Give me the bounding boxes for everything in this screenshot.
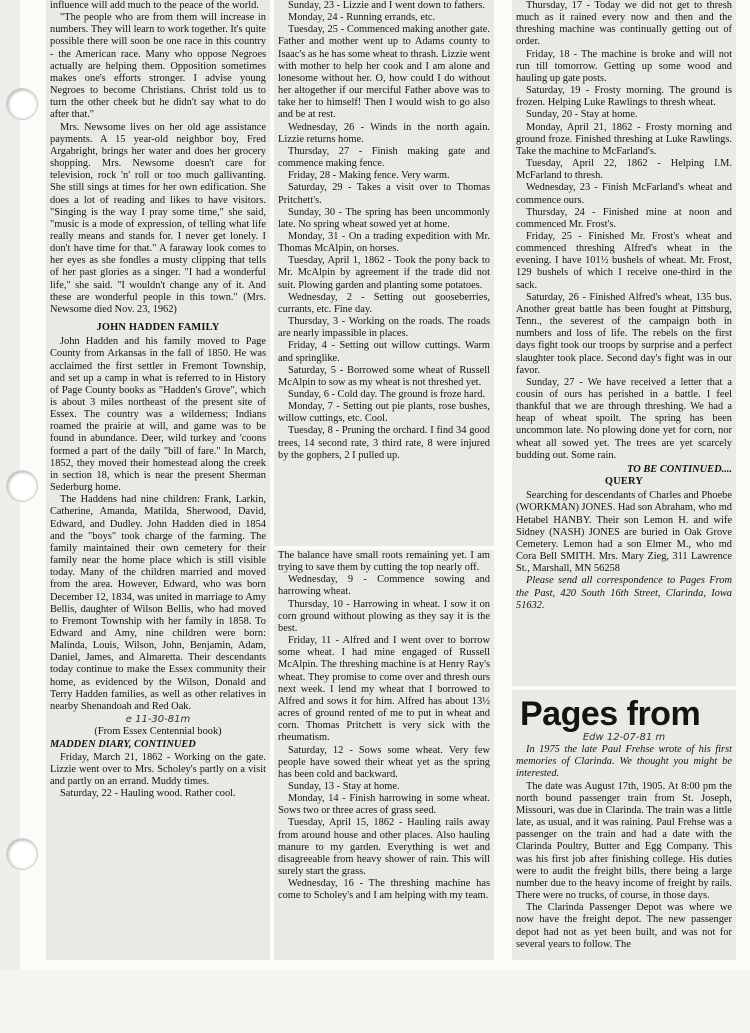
- diary-entry: The balance have small roots remaining yet. I am trying to save them by cutting the top nearly off.: [278, 550, 490, 574]
- handwritten-date: Edw 12-07-81 m: [582, 732, 666, 743]
- diary-entry: Friday, 18 - The machine is broke and will not run till tomorrow. Getting up some wood and hauling up gate posts.: [516, 48, 732, 84]
- newsome-hadden-clipping: [46, 0, 270, 960]
- diary-entry: Thursday, 10 - Harrowing in wheat. I sow it on corn ground without plowing as they say it is the best.: [278, 598, 490, 634]
- diary-entry: Thursday, 3 - Working on the roads. The roads are nearly impassible in places.: [278, 316, 490, 340]
- diary-entry: Thursday, 27 - Finish making gate and commence making fence.: [278, 145, 490, 170]
- diary-entry: Saturday, 22 - Hauling wood. Rather cool.: [60, 788, 236, 799]
- story-paragraph: The date was August 17th, 1905. At 8:00 pm the north bound passenger train from St. Joseph, Missouri, was due in Clarinda. The train was a little late, as usual, and it was raining. Paul Frehse was a passenger on the train and had a date with the Clarinda Poultry, Butter and Egg Company. This was his first job after finishing college. His duties were to audit the freight bills, there being a large number due to the heavy income of freight by rails. There were no trucks, of course, in those days.: [516, 780, 732, 902]
- query-text: Searching for descendants of Charles and Phoebe (WORKMAN) JONES. Had son Abraham, who md Hetabel HANBY. Their son Lemon H. and wife Sidney (NASH) JONES are buried in Oak Grove Cemetery. Lemon had a son Elmer M., who md Cora Bell SMITH. Mrs. Mary Zieg, 311 Lawrence St., Marshall, MN 56258: [516, 490, 732, 575]
- diary-entry: Thursday, 24 - Finished mine at noon and commenced Mr. Frost's.: [516, 206, 732, 230]
- diary-entry: Saturday, 29 - Takes a visit over to Thomas Pritchett's.: [278, 182, 490, 206]
- diary-entry: Sunday, 23 - Lizzie and I went down to fathers.: [288, 0, 485, 11]
- handwritten-date: e 11-30-81m: [125, 714, 191, 726]
- binder-hole: [6, 88, 38, 120]
- diary-entry: Monday, 24 - Running errands, etc.: [288, 12, 436, 24]
- diary-entry: Friday, March 21, 1862 - Working on the gate. Lizzie went over to Mrs. Scholey's partly on a visit and partly on an errand. Muddy times.: [50, 751, 266, 787]
- diary-entry: Tuesday, April 22, 1862 - Helping I.M. McFarland to thresh.: [516, 158, 732, 182]
- binder-hole: [6, 838, 38, 870]
- diary-entry: Wednesday, 9 - Commence sowing and harrowing wheat.: [278, 574, 490, 598]
- story-paragraph: The Clarinda Passenger Depot was where we now have the freight depot. The new passenger depot had not as yet been built, and was not for several years to follow. The: [516, 902, 732, 950]
- diary-entry: Sunday, 6 - Cold day. The ground is froze hard.: [288, 389, 485, 400]
- diary-entry: Friday, 11 - Alfred and I went over to borrow some wheat. I had mine engaged of Russell McAlpin. The threshing machine is at Henry Ray's wheat. They promise to come over and thresh ours next week. I lend my wheat that I borrowed to Alfred and sows it for him. Alfred has about 13½ acres of ground rented of me to put in wheat and corn. Thomas Pritchett is very sick with the rheumatism.: [278, 635, 490, 744]
- diary-entry: Saturday, 5 - Borrowed some wheat of Russell McAlpin to sow as my wheat is not threshed yet.: [278, 364, 490, 388]
- correspondence-note: Please send all correspondence to Pages From the Past, 420 South 16th Street, Clarinda, Iowa 51632.: [516, 575, 732, 611]
- pages-from-title: Pages from: [520, 695, 701, 733]
- page-bottom-margin: [0, 970, 750, 1033]
- article-paragraph: "The people who are from them will increase in numbers. They will learn to work together. It's quite possible there will soon be one race in this country - the American race. Many who oppose Negroes actually are helping them. Opposition sometimes makes one's efforts stronger. I advise young Negroes to become Christians. Christ told us to turn the other cheek but he didn't say what to do after that.": [50, 12, 266, 121]
- diary-entry: Friday, 25 - Finished Mr. Frost's wheat and commenced threshing Alfred's wheat in the evening. I have 101½ bushels of wheat. Mr. Frost, 129 bushels of which I receive one-third in the sack.: [516, 230, 732, 291]
- diary-entry: Tuesday, April 1, 1862 - Took the pony back to Mr. McAlpin by agreement if the trade did not suit. Plowing garden and planting some potatoes.: [278, 255, 490, 291]
- diary-query-clipping: [512, 0, 736, 686]
- query-heading: QUERY: [604, 476, 644, 488]
- diary-entry: Saturday, 12 - Sows some wheat. Very few people have sowed their wheat yet as the spring has been cold and backward.: [278, 744, 490, 780]
- diary-entry: Saturday, 26 - Finished Alfred's wheat, 135 bus. Another great battle has been fought at Pittsburg, Tenn., the severest of the campaign both in numbers and loss of life. The rebels on the first days fight took our troops by surprise and a perfect slaughter took place. Second day's fight was in our favor.: [516, 291, 732, 376]
- diary-entry: Monday, 7 - Setting out pie plants, rose bushes, willow cuttings, etc. Cool.: [278, 401, 490, 425]
- section-heading: JOHN HADDEN FAMILY: [96, 322, 220, 334]
- diary-entry: Sunday, 30 - The spring has been uncommonly late. No spring wheat sowed yet at home.: [278, 206, 490, 230]
- diary-entry: Wednesday, 16 - The threshing machine has come to Scholey's and I am helping with my team.: [278, 878, 490, 902]
- article-paragraph: influence will add much to the peace of the world.: [50, 0, 259, 11]
- diary-entry: Sunday, 13 - Stay at home.: [288, 780, 400, 792]
- diary-clipping-upper: [274, 0, 494, 546]
- diary-entry: Friday, 28 - Making fence. Very warm.: [288, 170, 450, 182]
- diary-entry: Wednesday, 2 - Setting out gooseberries, currants, etc. Fine day.: [278, 291, 490, 315]
- intro-paragraph: In 1975 the late Paul Frehse wrote of his first memories of Clarinda. We thought you might be interested.: [516, 744, 732, 780]
- article-paragraph: The Haddens had nine children: Frank, Larkin, Catherine, Amanda, Matilda, Sherwood, David, Edward, and Dudley. John Hadden died in 1854 and the "boys" took charge of the farming. The family maintained their own cemetery for their family near the home place which is still visible today. Many of the children married and moved from the area. However, Edward, who was born December 12, 1834, was united in marriage to Amy Bellis, daughter of Wilson Bellis, who had moved to Fremont Township with her family in 1858. To Edward and Amy, nine children were born: Malinda, Louis, Wilson, John, Benjamin, Adam, Daniel, James, and Almaretta. Their descendants today continue to make the Essex community their home, as evidenced by the Wilson, Donald and Terry Hadden families, as well as other relatives in nearby Shenandoah and Red Oak.: [50, 494, 266, 712]
- diary-entry: Sunday, 20 - Stay at home.: [526, 109, 638, 121]
- pages-from-clipping: [512, 690, 736, 960]
- diary-entry: Wednesday, 23 - Finish McFarland's wheat and commence ours.: [516, 182, 732, 206]
- continued-note: TO BE CONTINUED....: [627, 463, 732, 475]
- diary-entry: Friday, 4 - Setting out willow cuttings. Warm and springlike.: [278, 340, 490, 364]
- diary-entry: Sunday, 27 - We have received a letter that a cousin of ours has perished in a battle. I feel thankful that we are through threshing. We had a heap of wheat spoilt. The spring has been uncommon late. No plowing done yet for corn, nor wheat all sowed yet. The trees are yet scarcely budding out. Some rain.: [516, 376, 732, 461]
- article-paragraph: John Hadden and his family moved to Page County from Arkansas in the fall of 1850. He was acclaimed the first settler in Fremont Township, and set up a camp in what is referred to in History of Page County books as "Hadden's Grove", which is about 3 miles northeast of the present site of Essex. The country was a wilderness; Indians roamed the prairie at will, and game was to be found in abundance. Deer, wild turkey and 'coons formed a part of the daily "bill of fare." In March, 1852, they moved their homestead along the creek in section 18, which is near the present Sherman Sederburg home.: [50, 336, 266, 494]
- diary-entry: Tuesday, 8 - Pruning the orchard. I find 34 good trees, 14 second rate, 3 third rate, 8 were injured by the gophers, 2 I pulled up.: [278, 425, 490, 461]
- article-paragraph: Mrs. Newsome lives on her old age assistance payments. A 15 year-old neighbor boy, Fred Argabright, brings her water and does her grocery shopping. Mrs. Newsome doesn't care for television, rock 'n' roll or too much gallivanting. She still sings at times for her own edification. She does a lot of reading and likes to have visitors. "Singing is the way I pray some time," she said, "music is a mode of expression, of telling what life really means and stands for. I never get lonely. I don't have time for that." A faraway look comes to her eyes as she fondles a musty clipping that tells of her past glories as a singer. "I had a wonderful life," she said. "I wouldn't change any of it. And these are wonderful people in this town." (Mrs. Newsome died Nov. 23, 1962): [50, 121, 266, 315]
- diary-clipping-lower: [274, 550, 494, 960]
- diary-heading: MADDEN DIARY, CONTINUED: [50, 739, 196, 751]
- diary-entry: Wednesday, 26 - Winds in the north again. Lizzie returns home.: [278, 121, 490, 145]
- source-credit: (From Essex Centennial book): [94, 726, 222, 738]
- diary-entry: Thursday, 17 - Today we did not get to thresh much as it rained every now and then and the threshing machine was continually getting out of order.: [516, 0, 732, 48]
- binder-hole: [6, 470, 38, 502]
- diary-entry: Monday, 14 - Finish harrowing in some wheat. Sows two or three acres of grass seed.: [278, 793, 490, 817]
- diary-entry: Tuesday, April 15, 1862 - Hauling rails away from around house and other places. Also hauling manure to my garden. Everything is wet and disagreeable from heavy shower of rain. This will surely start the grass.: [278, 817, 490, 878]
- diary-entry: Monday, 31 - On a trading expedition with Mr. Thomas McAlpin, on horses.: [278, 230, 490, 255]
- diary-entry: Tuesday, 25 - Commenced making another gate. Father and mother went up to Adams county to Isaac's as he has some wheat to thrash. Lizzie went with mother to help her cook and I am alone and lonesome without her. O, how could I do without her altogether if our merciful Father above was to take her to himself! Then I would wish to go also and be at rest.: [278, 24, 490, 121]
- diary-entry: Monday, April 21, 1862 - Frosty morning and ground froze. Finished threshing at Luke Rawlings. Take the machine to McFarland's.: [516, 121, 732, 157]
- diary-entry: Saturday, 19 - Frosty morning. The ground is frozen. Helping Luke Rawlings to thresh wheat.: [516, 85, 732, 109]
